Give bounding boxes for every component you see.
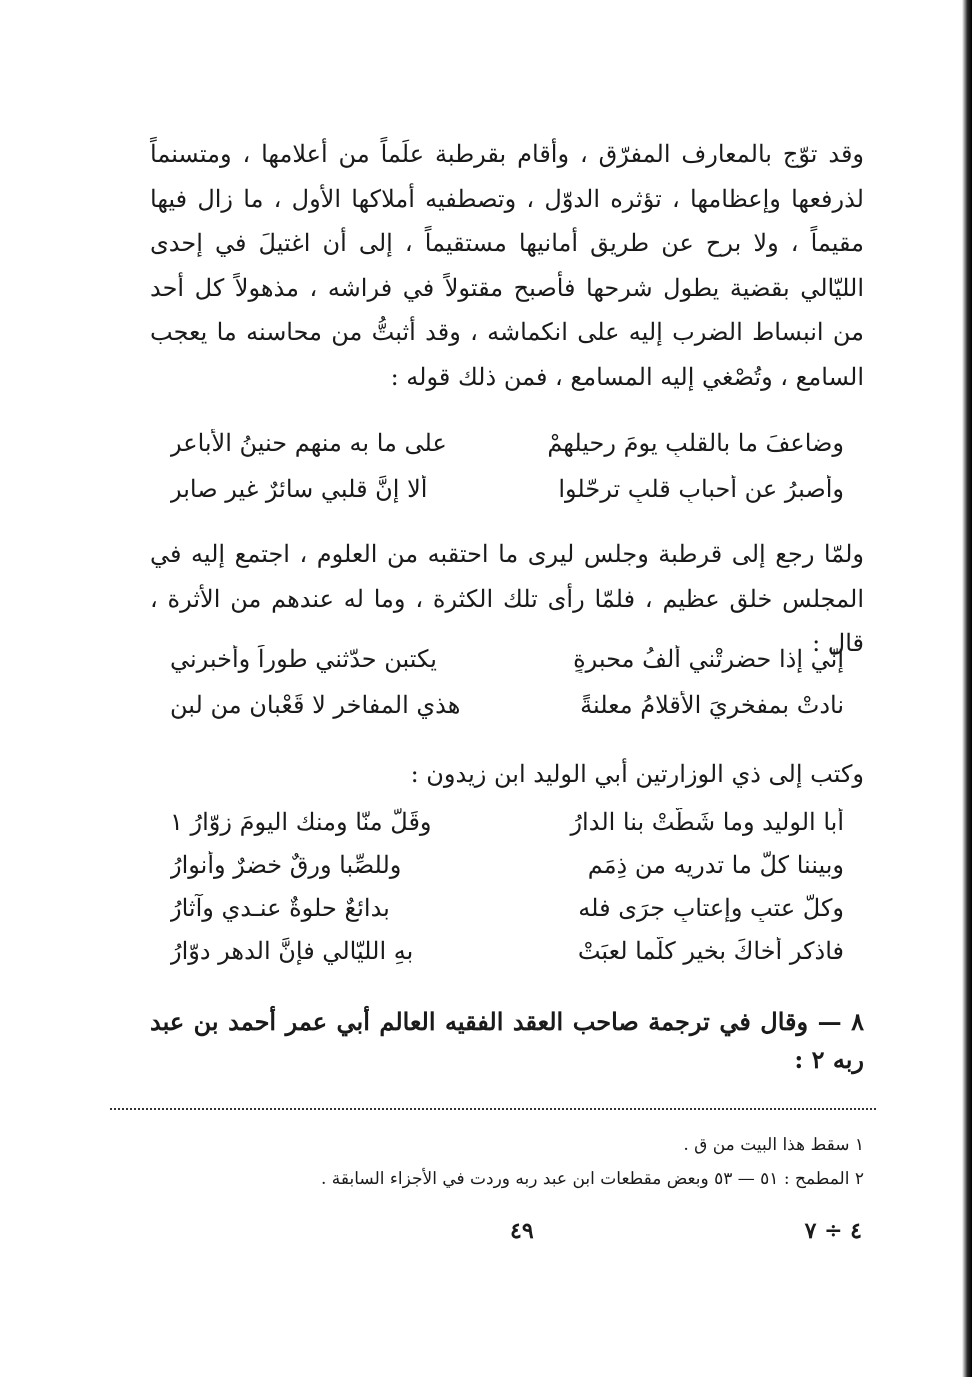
paragraph-return-to-cordoba: ولمّا رجع إلى قرطبة وجلس ليرى ما احتقبه من العلوم ، اجتمع إليه في المجلس خلق عظيم ، فلمّا رأى تلك الكثرة ، وما له عندهم من الأثرة ، قال : [150,540,864,657]
footnotes [160,1128,864,1196]
page-number: ٤٩ [510,1218,534,1244]
verse-second-hemistich: هذي المفاخر لا قَعْبانِ من لبنِ [170,691,461,719]
footnote: ١ سقط هذا البيت من ق . [683,1135,864,1155]
section-heading-ibn-abd-rabbih: ٨ — وقال في ترجمة صاحب العقد الفقيه العالم أبي عمر أحمد بن عبد ربه ٢ : [150,1007,864,1074]
poem-three [170,800,844,972]
poem-two [170,636,844,728]
verse-second-hemistich: بدائعٌ حلوةٌ عنـدي وآثارُ [170,893,390,922]
verse-first-hemistich: وكلُّ عتبٍ وإعتابٍ جرَى فله [578,893,844,922]
page-footer [0,1218,972,1258]
verse [170,682,844,728]
verse-first-hemistich: وضاعفَ ما بالقلبِ يومَ رحيلهمْ [547,429,844,457]
page-edge-shadow [962,0,972,1377]
verse-second-hemistich: بهِ الليّالي فإنَّ الدهر دوّارُ [170,936,414,965]
verse [170,886,844,929]
verse [170,843,844,886]
poem-one [170,420,844,512]
verse [170,929,844,972]
verse [170,800,844,843]
footnote: ٢ المطمح : ٥١ — ٥٣ وبعض مقطعات ابن عبد ربه وردت في الأجزاء السابقة . [320,1169,864,1189]
verse [170,636,844,682]
verse-first-hemistich: وأصبرُ عن أحبابِ قلبٍ ترحّلوا [558,475,844,503]
paragraph-intro: وقد توّج بالمعارف المفرّق ، وأقام بقرطبة علَماً من أعلامها ، ومتسنماً لذرفعها وإعظامها ، تؤثره الدوّل ، وتصطفيه أملاكها الأول ، ما زال فيها مقيماً ، ولا برح عن طريق أمانيها مستقيماً ، إلى أن اغتيلَ في إحدى الليّالي بقضية يطول شرحها فأصبح مقتولاً في فراشه ، مذهولاً كل أحد من انبساط الضرب إليه على انكماشه ، وقد أثبتُّ من محاسنه ما يعجب السامع ، وتُصْغي إليه المسامع ، فمن ذلك قوله : [150,140,865,391]
verse [170,466,844,512]
verse-first-hemistich: إنّي إذا حضرتْني ألفُ محبرةٍ [573,645,844,673]
verse-first-hemistich: أبا الوليد وما شَطّتْ بنا الدارُ [570,807,844,836]
verse-second-hemistich: وقَلَّ منّا ومنك اليومَ زوّارُ ١ [170,807,432,836]
verse-first-hemistich: نادتْ بمفخريَ الأقلامُ معلنةً [580,691,844,719]
verse-first-hemistich: فاذكر أخاكَ بخيرٍ كلّما لعبَتْ [577,936,844,965]
verse-second-hemistich: وللصِّبا ورقٌ خضرٌ وأنوارُ [170,850,402,879]
verse [170,420,844,466]
paragraph-letter-intro: وكتب إلى ذي الوزارتين أبي الوليد ابن زيدون : [410,760,864,788]
footnote-separator [110,1108,876,1110]
verse-second-hemistich: على ما به منهم حنينُ الأباعرِ [170,429,447,457]
printer-signature-mark: ٤ ÷ ٧ [804,1218,862,1244]
verse-second-hemistich: ألا إنَّ قلبي سائرٌ غير صابرِ [170,475,428,503]
verse-second-hemistich: يكتبن حدّثني طوراً وأخبرني [170,645,437,673]
verse-first-hemistich: وبيننا كلُّ ما تدريه من ذِمَمٍ [587,850,844,879]
